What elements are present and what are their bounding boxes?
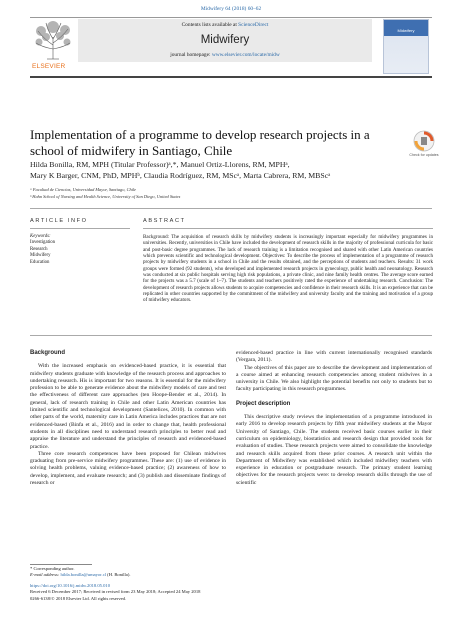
article-title: Implementation of a programme to develop research projects in a school of midwifery in Santiago, Chile <box>30 127 370 158</box>
journal-homepage <box>78 52 372 58</box>
divider <box>30 208 432 209</box>
check-for-updates-label: Check for updates <box>409 153 439 157</box>
sciencedirect-link[interactable]: ScienceDirect <box>238 22 269 28</box>
email-line <box>30 572 432 578</box>
homepage-link[interactable]: www.elsevier.com/locate/midw <box>211 52 280 58</box>
homepage-prefix: journal homepage: <box>170 52 212 58</box>
elsevier-tree-logo <box>32 19 74 61</box>
keyword: Research <box>30 246 48 252</box>
keyword: Education <box>30 259 50 265</box>
paragraph: With the increased emphasis on evidenced-based practice, it is essential that midwifery students graduate with knowledge of the research process and approaches to undertaking research. His is important for two reasons. It is essential for the midwifery profession to be able to generate evidence about the midwifery models of care and test the effectiveness of different care approaches (ten Hoope-Bender et al., 2014). In general, lack of research training in Chile and other Latin American countries has limited scientific and technological development (Santelices, 2010). In common with other parts of the world, maternity care in Latin America includes practices that are not evidenced-based (Binfa et al., 2016) and in order to change that, health professional students in all disciplines need to understand research principles to better read and appraise the literature and understand the principles of research and evidenced-based practice. <box>30 363 226 450</box>
contents-prefix: Contents lists available at <box>181 22 239 28</box>
keywords-label: Keywords: <box>30 234 51 239</box>
divider <box>30 335 432 336</box>
issn-copyright: 0266-6138/© 2018 Elsevier Ltd. All rights reserved. <box>30 595 127 601</box>
body-right-column <box>236 350 432 487</box>
email-suffix: (H. Bonilla). <box>106 572 131 578</box>
journal-reference[interactable]: Midwifery 64 (2018) 60–62 <box>200 6 262 12</box>
journal-title: Midwifery <box>200 34 250 46</box>
footnote-rule <box>30 564 92 565</box>
doi-link[interactable]: https://doi.org/10.1016/j.midw.2018.05.010 <box>30 583 111 588</box>
header-rule <box>30 17 432 18</box>
received-dates: Received 6 December 2017; Received in revised form 23 May 2018; Accepted 24 May 2018 <box>30 589 201 595</box>
authors-line-1: Hilda Bonilla, RM, MPH (Titular Professor)ᵃ,*, Manuel Ortiz-Llorens, RM, MPHᵃ, <box>30 160 290 169</box>
keyword: Midwifery <box>30 253 51 259</box>
divider <box>30 228 130 229</box>
body-left-column <box>30 350 226 487</box>
abstract-text: Background: The acquisition of research skills by midwifery students is increasingly important especially for midwifery programmes in universities. Recently, universities in Chile have included the development of research skills in the majority of professional curricula for basic and post-basic degree programmes. The lack of research training is a limitation recognised and shared with other Latin American countries which prevents scientific and technological development. Objectives: To describe the process of implementation of a programme of research projects by midwifery students in a school in Chile and the results obtained, and the perceptions of students and teachers. Results: 31 work groups were formed (92 students), who developed and implemented research projects in gynecology, public health and neonatology. Research was conducted at six public hospitals serving high risk populations, a private clinic, and nine family health centres. The average score earned for the projects was a 5.7 (scale of 1–7). The students and teachers positively rated the experience of undertaking research. Conclusion: The development of research projects allows students to acquire competencies and confidence in their research skills. It is an experience that can be replicated in other countries supported by the commitment of the midwifery and university faculty and the training and motivation of a group of midwifery educators. <box>143 234 433 304</box>
keywords-list <box>30 240 55 266</box>
section-heading-background: Background <box>30 350 66 356</box>
header-rule-bottom <box>30 76 432 78</box>
cover-title: Midwifery <box>397 28 415 33</box>
abstract-heading: ABSTRACT <box>143 218 186 224</box>
paragraph: The objectives of this paper are to describe the development and implementation of a course aimed at enhancing research competencies among student midwives in a university in Chile. We also highlight the potential benefits not only to students but to faculty participating in this research programmes. <box>236 364 432 393</box>
article-info-heading: ARTICLE INFO <box>30 218 88 224</box>
email-link[interactable]: hilda.bonilla@umayor.cl <box>60 572 107 578</box>
check-for-updates-icon[interactable] <box>413 130 435 152</box>
affiliation-a: ᵃ Facultad de Ciencias, Universidad Mayor, Santiago, Chile <box>30 187 137 192</box>
corresponding-author-note: * Corresponding author. <box>30 566 75 571</box>
keyword: Investigation <box>30 240 56 245</box>
contents-line <box>78 22 372 28</box>
affiliation-b: ᵇ Hahn School of Nursing and Health Science, University of San Diego, United States <box>30 194 181 199</box>
paragraph: This descriptive study reviews the implementation of a programme introduced in early 2016 to develop research projects by fifth year midwifery students at the Mayor University of Santiago, Chile. The students received basic courses earlier in their curriculum on epidemiology, biostatistics and research design that provided tools for evaluation of studies. These research projects were aimed to consolidate the knowledge and research skills acquired from these prior courses. A research unit within the Department of Midwifery was established which included midwifery teachers with experience in education or postgraduate research. The primary student learning objectives for the research projects were: to develop research skills through the use of scientific <box>236 414 432 486</box>
section-heading-project-description: Project description <box>236 400 291 407</box>
paragraph: Three core research competences have been proposed for Chilean midwives graduating from pre-service midwifery programmes. These are: (1) use of evidence in solving health problems, valuing evidence-based practice; (2) awareness of how to develop, implement, and evaluate research; and (3) publish and disseminate findings of research or <box>30 450 226 487</box>
affiliations <box>30 186 420 200</box>
publication-details <box>30 583 432 602</box>
footnote <box>30 566 432 579</box>
authors-line-2: Mary K Barger, CNM, PhD, MPHᵇ, Claudia Rodríguez, RM, MScᵃ, Marta Cabrera, RM, MBScᵃ <box>30 171 331 180</box>
author-list <box>30 159 420 181</box>
email-label: E-mail address: <box>30 572 61 578</box>
paragraph: evidenced-based practice in line with current internationally recognised standards (Vergara, 2011). <box>236 350 432 364</box>
divider <box>143 228 433 229</box>
publisher-name: ELSEVIER <box>32 63 66 70</box>
